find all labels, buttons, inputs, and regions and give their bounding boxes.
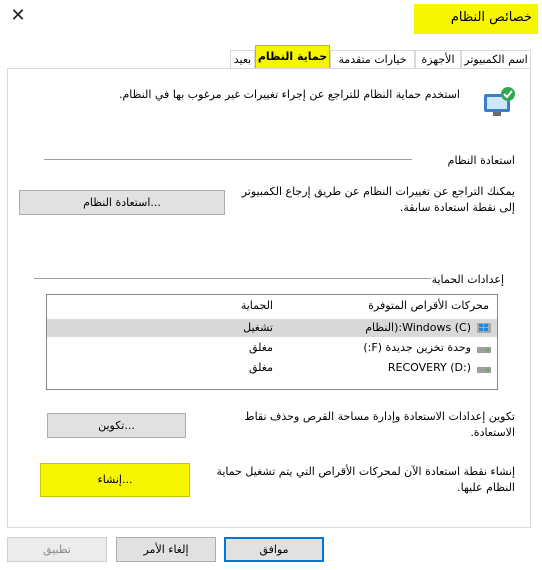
restore-description-line1: يمكنك التراجع عن تغييرات النظام عن طريق إرجاع الكمبيوتر (241, 185, 515, 198)
tab-advanced[interactable]: خيارات متقدمة (330, 50, 415, 69)
column-header-drives[interactable]: محركات الأقراص المتوفرة (368, 299, 489, 312)
configure-description-line1: تكوين إعدادات الاستعادة وإدارة مساحة القرص وحذف نقاط (244, 410, 515, 423)
protection-separator (34, 278, 431, 279)
configure-description-line2: الاستعادة. (470, 426, 515, 439)
drive-row[interactable] (47, 319, 497, 337)
create-button[interactable]: إنشاء... (40, 463, 190, 497)
drive-protection-status: مغلق (248, 361, 273, 374)
apply-button[interactable]: تطبيق (7, 537, 107, 562)
drive-name: RECOVERY (D:) (387, 361, 471, 374)
create-description-line2: النظام عليها. (457, 481, 515, 494)
drive-row[interactable] (47, 359, 497, 377)
column-header-protection[interactable]: الحماية (240, 299, 273, 312)
hard-drive-icon (477, 364, 491, 374)
create-description-line1: إنشاء نقطة استعادة الآن لمحركات الأقراص التي يتم تشغيل حماية (216, 465, 515, 478)
tab-hardware[interactable]: الأجهزة (415, 50, 461, 69)
intro-text: استخدم حماية النظام للتراجع عن إجراء تغييرات غير مرغوب بها في النظام. (118, 88, 460, 101)
configure-button[interactable]: تكوين... (47, 413, 186, 438)
system-protection-icon (482, 86, 516, 118)
drive-protection-status: تشغيل (243, 321, 273, 334)
ok-button[interactable]: موافق (224, 537, 324, 562)
hard-drive-icon (477, 344, 491, 354)
tab-remote[interactable]: بعيد (230, 50, 255, 69)
drive-name: (Windows (C:(النظام (365, 321, 471, 334)
drive-protection-status: مغلق (248, 341, 273, 354)
drive-row[interactable] (47, 339, 497, 357)
windows-drive-icon (477, 323, 491, 333)
close-icon[interactable]: ✕ (10, 5, 26, 26)
protection-heading: إعدادات الحماية (431, 273, 504, 286)
restore-description-line2: إلى نقطة استعادة سابقة. (399, 201, 515, 214)
window-title: خصائص النظام (450, 10, 532, 25)
tab-system-protection[interactable]: حماية النظام (255, 45, 330, 69)
cancel-button[interactable]: إلغاء الأمر (116, 537, 216, 562)
drive-name: وحدة تخزين جديدة (F:) (363, 341, 471, 354)
restore-heading: استعادة النظام (447, 154, 515, 167)
drives-list[interactable] (46, 294, 498, 390)
system-restore-button[interactable]: استعادة النظام... (19, 190, 225, 215)
restore-separator (44, 159, 412, 160)
tab-computer-name[interactable]: اسم الكمبيوتر (461, 50, 531, 69)
title-bar (0, 0, 542, 38)
